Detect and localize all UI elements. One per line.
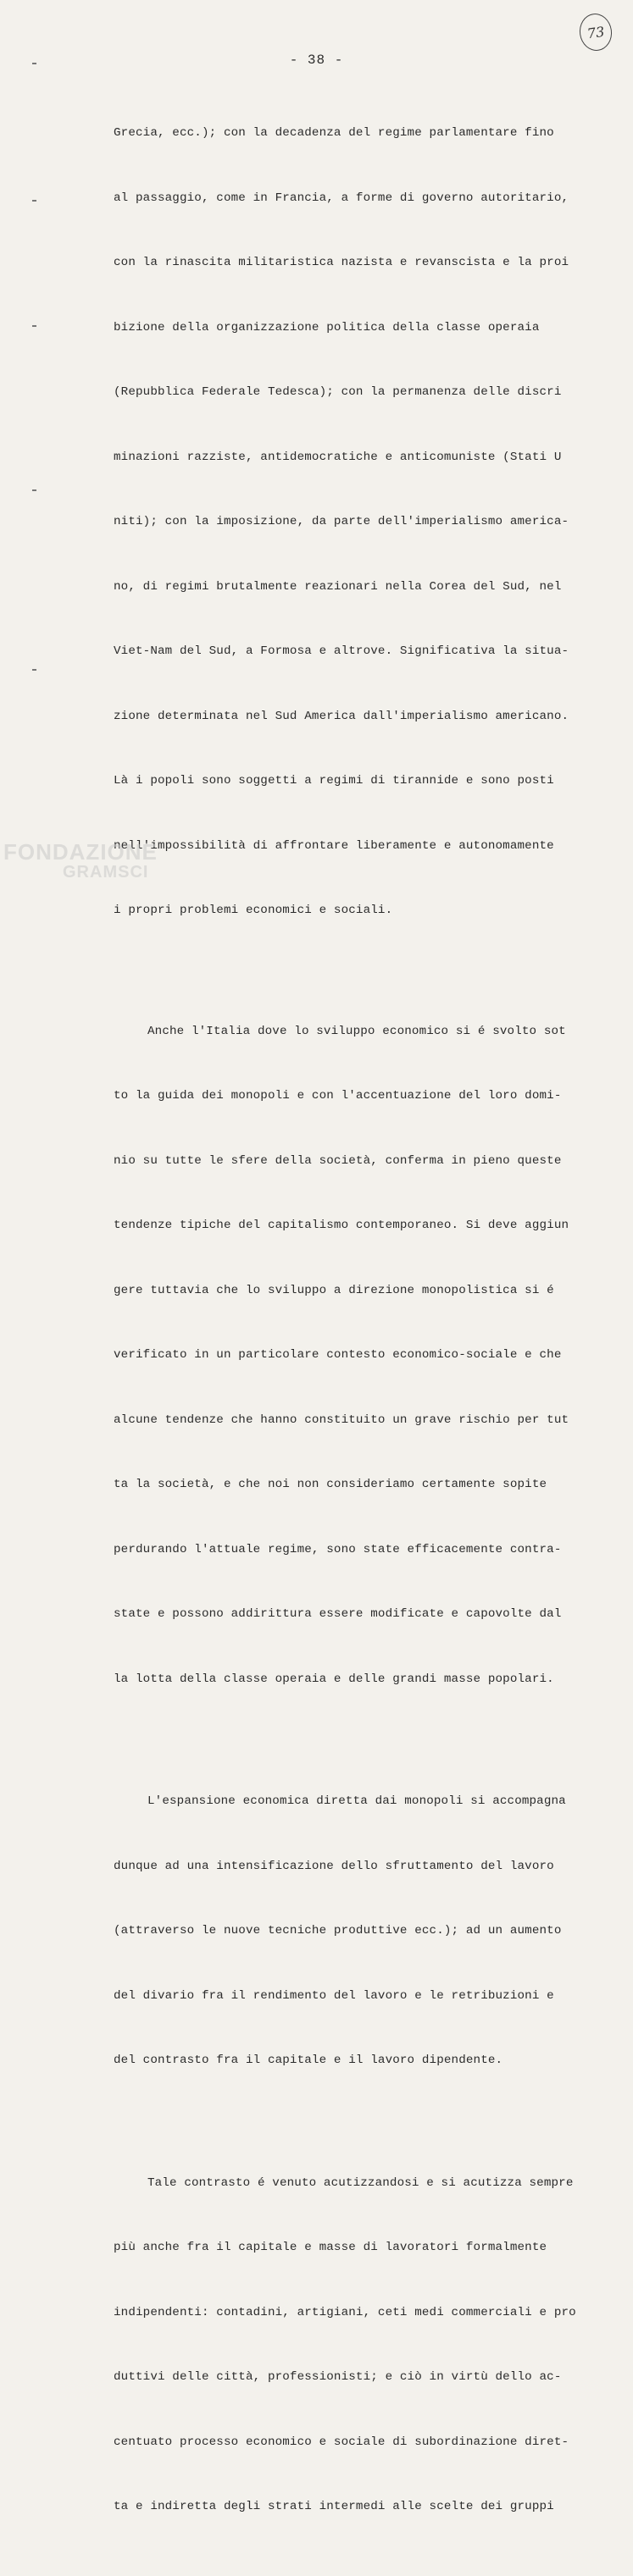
text-line: Là i popoli sono soggetti a regimi di tirannide e sono posti (114, 774, 554, 788)
text-line: to la guida dei monopoli e con l'accentuazione del loro domi- (114, 1089, 562, 1103)
text-line: niti); con la imposizione, da parte dell'imperialismo america- (114, 515, 569, 528)
text-line: verificato in un particolare contesto economico-sociale e che (114, 1348, 562, 1362)
text-line: al passaggio, come in Francia, a forme di governo autoritario, (114, 191, 569, 205)
text-line: centuato processo economico e sociale di subordinazione diret- (114, 2435, 569, 2449)
margin-tick (32, 63, 36, 64)
text-line: nio su tutte le sfere della società, conferma in pieno queste (114, 1153, 562, 1168)
text-line: bizione della organizzazione politica della classe operaia (114, 320, 540, 334)
text-line: (Repubblica Federale Tedesca); con la permanenza delle discri (114, 385, 562, 399)
text-line: zione determinata nel Sud America dall'imperialismo americano. (114, 709, 569, 723)
text-line: del contrasto fra il capitale e il lavoro dipendente. (114, 2054, 503, 2067)
text-line: con la rinascita militaristica nazista e revanscista e la proi (114, 256, 569, 269)
text-line: del divario fra il rendimento del lavoro e le retribuzioni e (114, 1988, 554, 2003)
text-line: indipendenti: contadini, artigiani, ceti medi commerciali e pro (114, 2305, 576, 2319)
text-line: duttivi delle città, professionisti; e ciò in virtù dello ac- (114, 2370, 562, 2384)
archive-page-mark (577, 12, 614, 53)
text-line: Viet-Nam del Sud, a Formosa e altrove. Significativa la situa- (114, 644, 569, 658)
page-number: - 38 - (289, 53, 344, 68)
text-line: (attraverso le nuove tecniche produttive ecc.); ad un aumento (114, 1924, 562, 1938)
text-line: dunque ad una intensificazione dello sfruttamento del lavoro (114, 1859, 554, 1873)
archive-mark-number: 73 (586, 23, 606, 41)
text-line: no, di regimi brutalmente reazionari nella Corea del Sud, nel (114, 579, 562, 594)
text-line: perdurando l'attuale regime, sono state efficacemente contra- (114, 1542, 562, 1556)
text-line: la lotta della classe operaia e delle grandi masse popolari. (114, 1672, 554, 1686)
text-line: minazioni razziste, antidemocratiche e anticomuniste (Stati U (114, 450, 562, 464)
archive-watermark (3, 839, 158, 882)
text-line: alcune tendenze che hanno constituito un grave rischio per tut (114, 1412, 569, 1427)
text-line: Grecia, ecc.); con la decadenza del regime parlamentare fino (114, 126, 554, 140)
watermark-line-1: FONDAZIONE (3, 839, 158, 865)
text-line: L'espansione economica diretta dai monopoli si accompagna (147, 1794, 566, 1808)
margin-tick (32, 325, 36, 327)
text-line: gere tuttavia che lo sviluppo a direzione monopolistica si é (114, 1283, 554, 1297)
text-line: più anche fra il capitale e masse di lavoratori formalmente (114, 2241, 547, 2254)
text-line: state e possono addirittura essere modificate e capovolte dal (114, 1607, 562, 1621)
document-body (114, 80, 601, 2576)
paragraph-3 (114, 1748, 601, 2115)
paragraph-2 (114, 978, 601, 1734)
text-line: ta e indiretta degli strati intermedi alle scelte dei gruppi (114, 2500, 554, 2513)
text-line: Tale contrasto é venuto acutizzandosi e si acutizza sempre (147, 2175, 574, 2190)
text-line: nell'impossibilità di affrontare liberamente e autonomamente (114, 838, 554, 853)
text-line: i propri problemi economici e sociali. (114, 904, 393, 917)
paragraph-1 (114, 80, 601, 965)
margin-tick (32, 200, 36, 202)
watermark-line-2: GRAMSCI (63, 863, 149, 882)
text-line: ta la società, e che noi non consideriamo certamente sopite (114, 1478, 547, 1491)
margin-tick (32, 669, 36, 671)
margin-tick (32, 489, 36, 491)
paragraph-4 (114, 2130, 601, 2562)
text-line: Anche l'Italia dove lo sviluppo economico si é svolto sot (147, 1024, 566, 1038)
text-line: tendenze tipiche del capitalismo contemporaneo. Si deve aggiun (114, 1219, 569, 1232)
